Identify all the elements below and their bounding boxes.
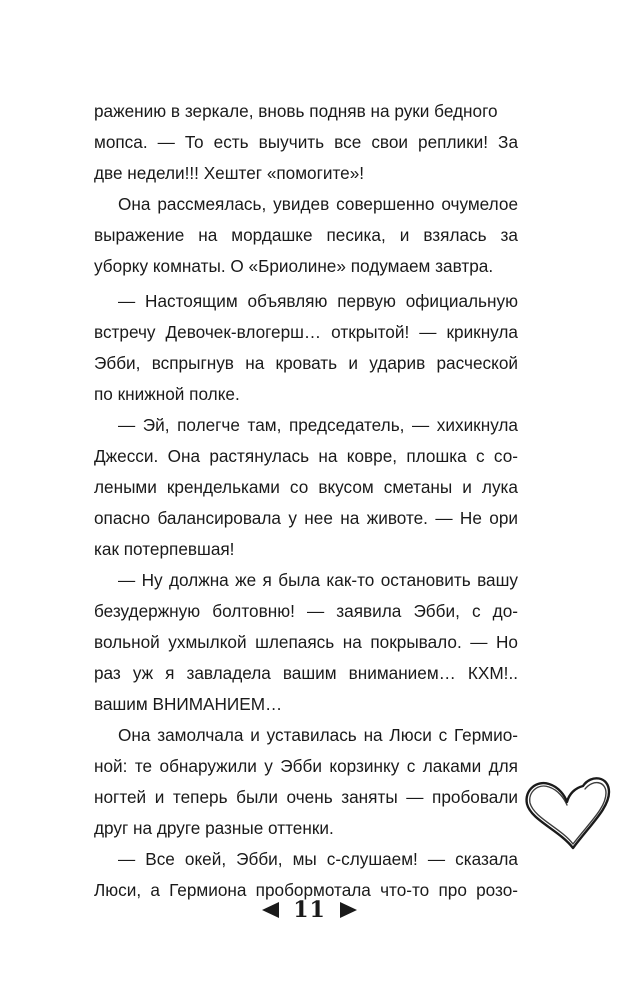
paragraph-start-line: Она замолчала и уставилась на Люси с Гермио- <box>118 725 518 745</box>
text-line: по книжной полке. <box>94 384 240 404</box>
text-line: опасно балансировала у нее на животе. — Не ори <box>94 508 518 528</box>
text-line: друг на друге разные оттенки. <box>94 818 334 838</box>
text-line: ражению в зеркале, вновь подняв на руки бедного <box>94 101 498 121</box>
text-line: вольной ухмылкой шлепаясь на покрывало. — Но <box>94 632 518 652</box>
text-line: две недели!!! Хештег «помогите»! <box>94 163 365 183</box>
text-line: Джесси. Она растянулась на ковре, плошка с со- <box>94 446 518 466</box>
triangle-right-icon[interactable] <box>338 899 360 921</box>
text-line: леными крендельками со вкусом сметаны и лука <box>94 477 518 497</box>
paragraph-start-line: — Ну должна же я была как-то остановить вашу <box>118 570 518 590</box>
text-line: Люси, а Гермиона пробормотала что-то про розо- <box>94 880 518 900</box>
text-block-scene <box>94 286 518 906</box>
text-block-continuation <box>94 96 518 282</box>
text-line: безудержную болтовню! — заявила Эбби, с до- <box>94 601 518 621</box>
text-line: ной: те обнаружили у Эбби корзинку с лаками для <box>94 756 518 776</box>
text-line: выражение на мордашке песика, и взялась за <box>94 225 518 245</box>
text-line: мопса. — То есть выучить все свои реплики! За <box>94 132 518 152</box>
text-line: ногтей и теперь были очень заняты — пробовали <box>94 787 518 807</box>
paragraph-start-line: — Все окей, Эбби, мы с-слушаем! — сказала <box>118 849 518 869</box>
paragraph-start-line: Она рассмеялась, увидев совершенно очумелое <box>118 194 518 214</box>
text-line: Эбби, вспрыгнув на кровать и ударив расческой <box>94 353 518 373</box>
text-line: вашим ВНИМАНИЕМ… <box>94 694 283 714</box>
page-footer <box>0 890 619 930</box>
text-line: как потерпевшая! <box>94 539 235 559</box>
text-line: уборку комнаты. О «Бриолине» подумаем завтра. <box>94 256 494 276</box>
text-line: встречу Девочек-влогерш… открытой! — крикнула <box>94 322 518 342</box>
text-line: раз уж я завладела вашим вниманием… КХМ!.. <box>94 663 518 683</box>
heart-doodle-icon <box>521 768 613 856</box>
page-number: 11 <box>293 897 326 923</box>
paragraph-start-line: — Настоящим объявляю первую официальную <box>118 291 518 311</box>
triangle-left-icon[interactable] <box>259 899 281 921</box>
paragraph-start-line: — Эй, полегче там, председатель, — хихикнула <box>118 415 518 435</box>
